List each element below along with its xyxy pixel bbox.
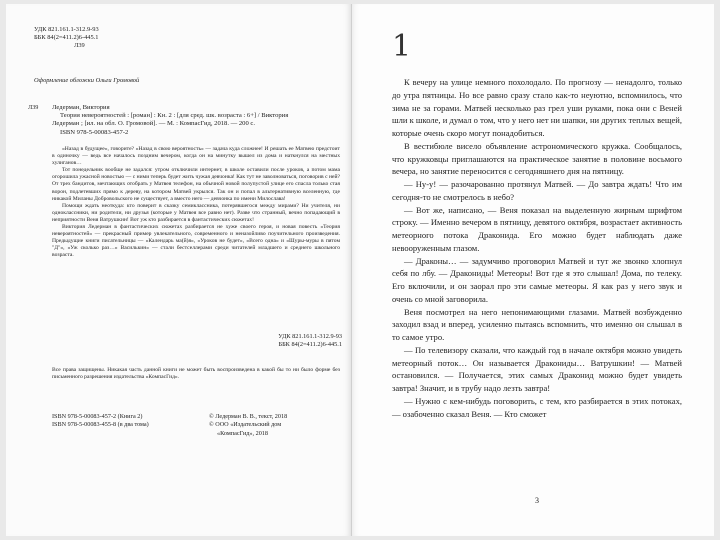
isbn-line: ISBN 978-5-00083-457-2 (Книга 2) <box>52 413 143 420</box>
library-code: Л39 <box>28 104 39 111</box>
chapter-text <box>392 76 682 420</box>
udk-code: УДК 821.161.1-312.9-93 <box>278 333 342 340</box>
udk-code: УДК 821.161.1-312.9-93 <box>34 26 99 33</box>
right-page <box>352 4 714 536</box>
page-number: 3 <box>535 496 539 505</box>
chapter-number: 1 <box>392 29 412 64</box>
cover-credit: Оформление обложки Ольги Громовой <box>34 77 140 84</box>
annotation-paragraph: Виктория Ледерман в фантастических сюжетах разбирается не хуже своего героя, и новая повесть «Теория невероятностей» — прекрасный пример увлекательного, современного и неназойливо поучительного произведения. Предыдущие книги писательницы — «Календарь ма(й)я», «Уроков не будет», «Всего одна» и «Шуры-муры в пятом "Д"», «Уж сколько раз…» Василькин» — стали бестселлерами среди читателей младшего и среднего школьного возраста. <box>52 224 340 259</box>
biblio-line: Теория невероятностей : [роман] : Кн. 2 : [для сред. шк. возраста : 6+] / Виктория <box>60 112 289 120</box>
text-paragraph: — Вот же, написано, — Веня показал на выделенную жирным шрифтом строку. — Именно вечером в пятницу, девятого октября, возрастает активность метеорного потока Драконида. Его можно будет наблюдать даже невооруженным глазом. <box>392 204 682 253</box>
text-paragraph: К вечеру на улице немного похолодало. По прогнозу — ненадолго, только до утра пятницы. Но все равно сразу стало как-то неуютно, вспомнилось, что зима не за горами. Матвей несколько раз грел уши руками, пока они с Веней шли к школе, и думал о том, что у него нет ни шапки, ни других теплых вещей, которые очень скоро могут понадобиться. <box>392 77 682 138</box>
isbn-line: ISBN 978-5-00083-455-8 (в два тома) <box>52 421 149 429</box>
copyright-line: © Ледерман В. В., текст, 2018 <box>209 413 288 420</box>
copyright-block <box>209 413 349 438</box>
annotation-paragraph: «Назад в будущее», говорите? «Назад в свою вероятность» — задача куда сложнее! И решать ее Матвею предстоит в одиночку — ведь все началось поздним вечером, когда он на минутку вышел из дома и наткнулся на местных хулиганов… <box>52 146 340 167</box>
text-paragraph: — Драконы… — задумчиво проговорил Матвей и тут же звонко хлопнул себя по лбу. — Дракониды! Метеоры! Вот где я это слышал! Дома, по телеку. Его включили, и он заорал про эти самые метеоры. Я как раз у него звук и очень со мной заговорила. <box>392 255 682 304</box>
biblio-line: Ледерман ; [ил. на обл. О. Громовой]. — М. : КомпасГид, 2018. — 200 с. <box>52 120 255 128</box>
text-paragraph: — Ну-у! — разочарованно протянул Матвей. — До завтра ждать! Что им сегодня-то не смотрелось в небо? <box>392 179 682 202</box>
biblio-line: ISBN 978-5-00083-457-2 <box>60 128 129 136</box>
annotation-paragraph: Помощи ждать неоткуда: кто поверит в сказку семиклассника, потерявшегося между мирами? Ни учителя, ни одноклассники, ни родители, ни друзья (которые у Матвея все равно нет). Разве что странный, вечно попадающий в неприятности Веня Ватрушкин! Вот уж кто разбирается в фантастических сюжетах! <box>52 202 340 223</box>
text-paragraph: В вестибюле висело объявление астрономического кружка. Сообщалось, что кружковцы приглашаются на практическое занятие в половине восьмого вечера, но занятие переносится с сегодняшнего дня на пятницу. <box>392 140 682 177</box>
annotation-paragraph: Тот понедельник вообще не задался: утром отключили интернет, в школе оставили после уроков, а потом мама огорошила ужасной новостью — с ними теперь будет жить чужая девчонка! Как тут не заволноваться, поговорив с ней? От трех бандитов, мечтающих отобрать у Матвея телефон, на обычной новой полупустой улице его спасла только стая ворон, подлетевших прямо к дереву, на котором Матвей укрылся. Так он и попал в альтернативную вселенную, где никакой Миланы Добровольского не существует, а вместо него — девчонка по имени Милослава! <box>52 167 340 202</box>
bibliographic-record <box>52 104 342 137</box>
author-sign: Л39 <box>74 42 85 49</box>
copyright-line: «КомпасГид», 2018 <box>217 429 268 437</box>
annotation <box>52 146 340 260</box>
text-paragraph: Веня посмотрел на него непонимающими глазами. Матвей возбужденно заходил взад и вперед, усиленно пытаясь вспомнить, что именно он слышал в то самое утро. <box>392 306 682 342</box>
text-paragraph: — По телевизору сказали, что каждый год в начале октября можно увидеть метеорный поток… Он называется Дракониды… Ватрушкин! — Матвей остановился. — Получается, этих самых Драконид можно будет увидеть завтра! Значит, и в трубу надо лезть завтра! <box>392 344 682 393</box>
classification-codes-repeat <box>214 333 342 349</box>
classification-codes <box>34 26 234 50</box>
isbn-block <box>52 413 202 430</box>
bbk-code: ББК 84(2=411.2)6-445.1 <box>34 34 99 41</box>
copyright-line: © ООО «Издательский дом <box>209 421 282 429</box>
left-page <box>6 4 352 536</box>
text-paragraph: — Нужно с кем-нибудь поговорить, с тем, кто разбирается в этих потоках, — озабоченно сказал Веня. — Кто сможет <box>392 395 682 419</box>
rights-notice: Все права защищены. Никакая часть данной книги не может быть воспроизведена в какой бы то ни было форме без письменного разрешения издательства «КомпасГид». <box>52 367 340 381</box>
biblio-line: Ледерман, Виктория <box>52 104 110 111</box>
bbk-code: ББК 84(2=411.2)6-445.1 <box>278 341 342 349</box>
